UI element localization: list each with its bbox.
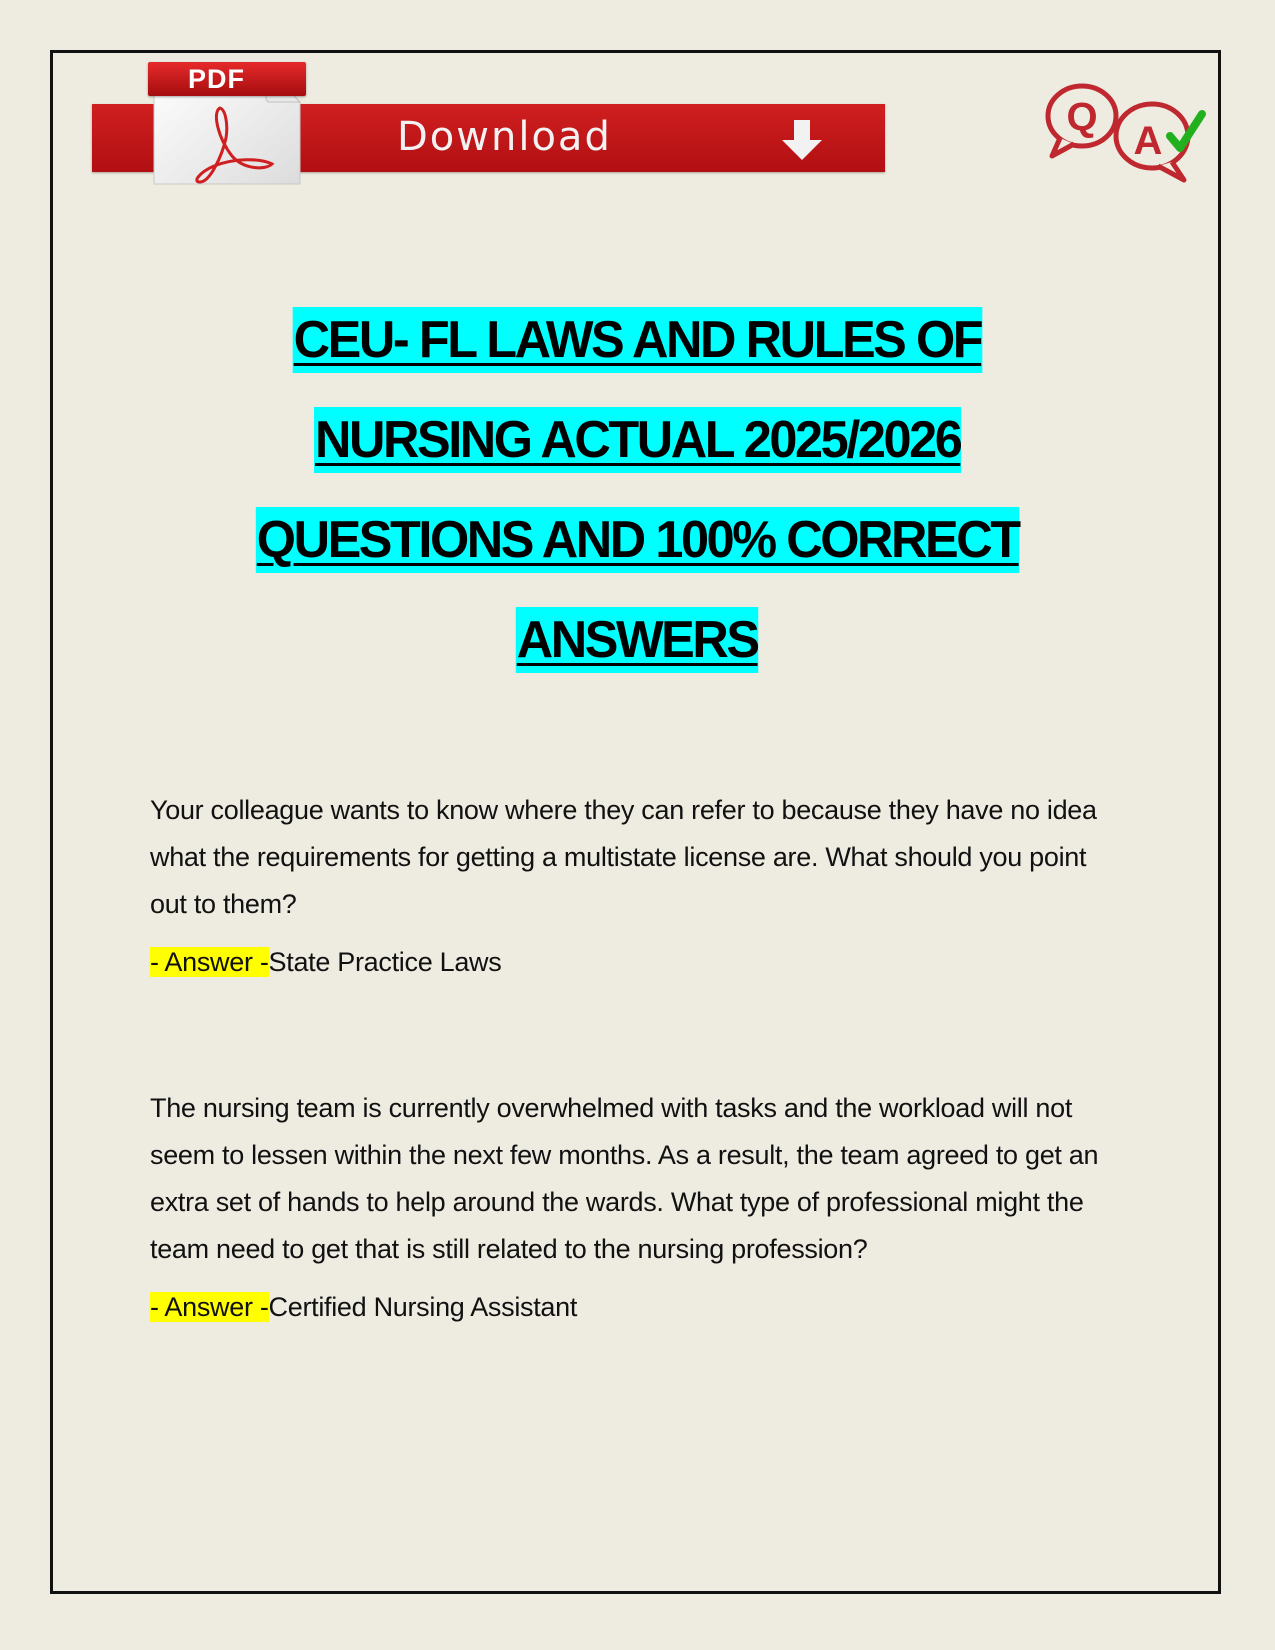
question-bubble-icon bbox=[1048, 86, 1116, 156]
svg-text:Q: Q bbox=[1066, 95, 1098, 139]
answer-label: - Answer - bbox=[150, 1292, 269, 1322]
answer-label: - Answer - bbox=[150, 947, 269, 977]
title-line: QUESTIONS AND 100% CORRECT bbox=[60, 507, 1215, 607]
arrow-down-icon bbox=[780, 118, 824, 162]
answer-text: Certified Nursing Assistant bbox=[268, 1292, 578, 1322]
pdf-tab-label: PDF bbox=[148, 62, 306, 96]
title-line: NURSING ACTUAL 2025/2026 bbox=[60, 407, 1215, 507]
answer-line bbox=[150, 946, 1130, 978]
title-line: CEU- FL LAWS AND RULES OF bbox=[60, 307, 1215, 407]
answer-text: State Practice Laws bbox=[268, 947, 502, 977]
question-text: The nursing team is currently overwhelmed with tasks and the workload will not seem to lessen within the next few months. As a result, the team agreed to get an extra set of hands to help around the wards. What type of professional might the team need to get that is still related to the nursing profession? bbox=[150, 1093, 1099, 1264]
answer-line bbox=[150, 1291, 1130, 1323]
download-label: Download bbox=[397, 114, 612, 160]
document-title bbox=[60, 307, 1215, 707]
pdf-download-banner[interactable] bbox=[92, 58, 887, 183]
svg-text:A: A bbox=[1133, 119, 1163, 163]
title-line: ANSWERS bbox=[60, 607, 1215, 707]
question-text: Your colleague wants to know where they can refer to because they have no idea what the requirements for getting a multistate license are. What should you point out to them? bbox=[150, 795, 1097, 919]
qa-item bbox=[150, 1085, 1130, 1323]
qa-item bbox=[150, 787, 1130, 978]
qa-logo-icon bbox=[1040, 78, 1210, 188]
pdf-file-icon bbox=[148, 60, 304, 185]
